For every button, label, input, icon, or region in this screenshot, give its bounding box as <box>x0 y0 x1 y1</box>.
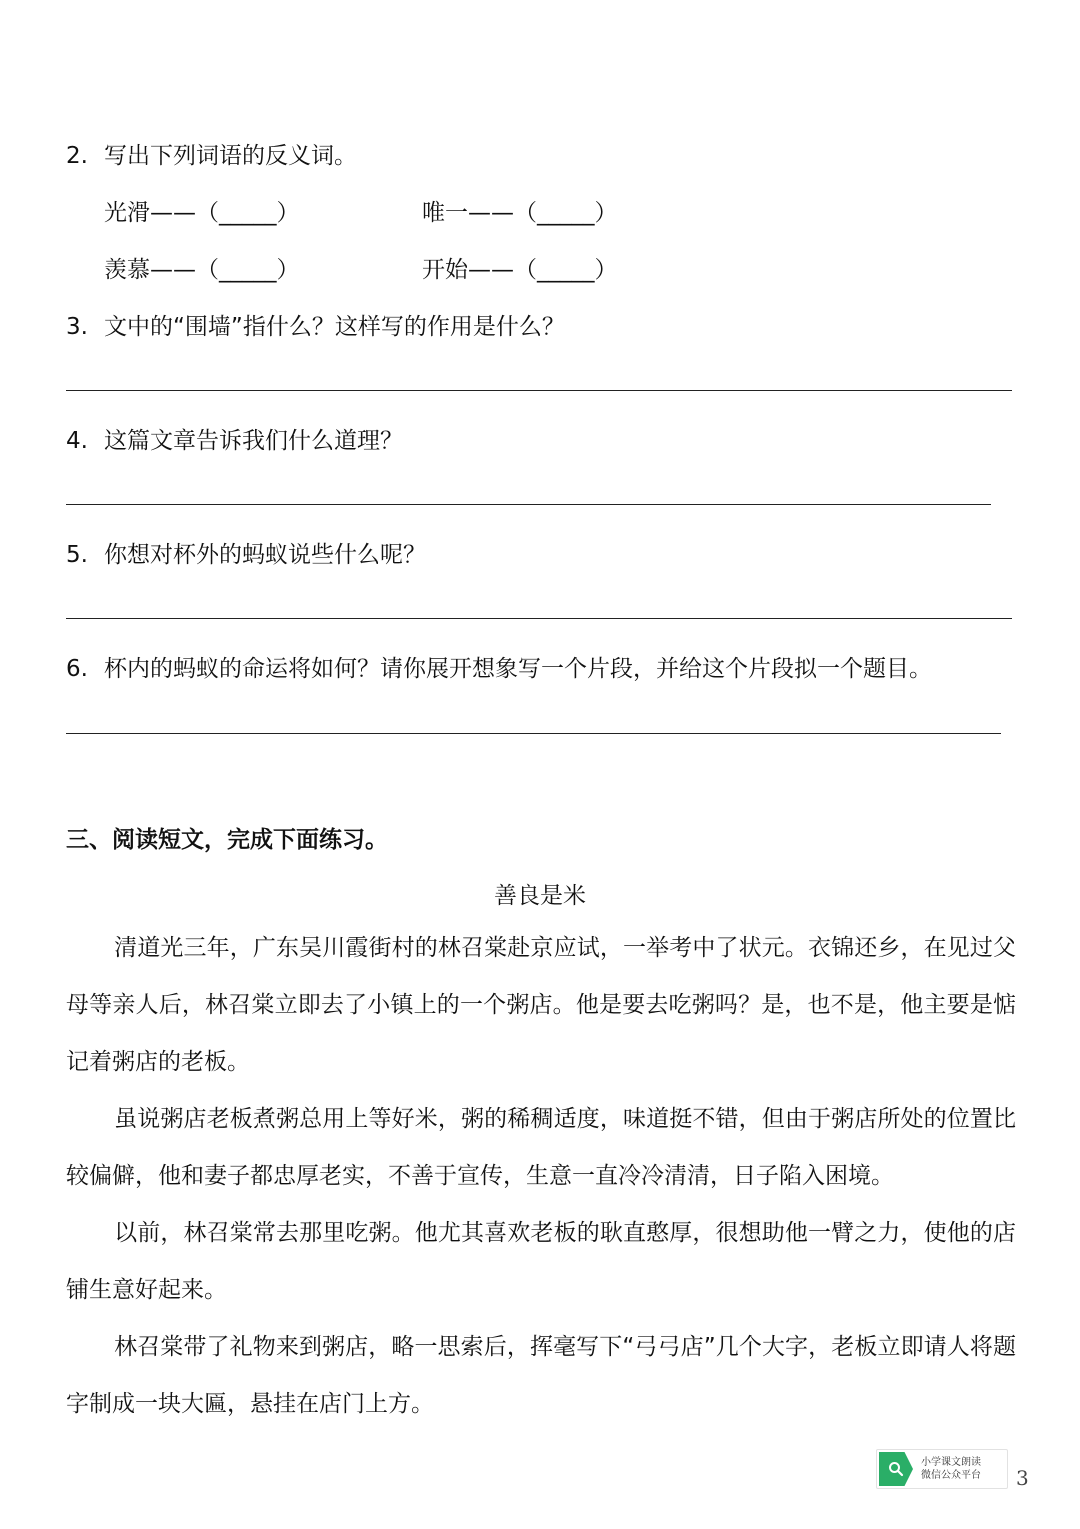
badge-line-2: 微信公众平台 <box>921 1470 981 1481</box>
question-5 <box>66 536 426 569</box>
question-6 <box>66 650 932 683</box>
antonym-item-2: 唯一——（_____） <box>422 200 618 226</box>
passage-paragraph-3: 以前，林召棠常去那里吃粥。他尤其喜欢老板的耿直憨厚，很想助他一臂之力，使他的店铺生意好起来。 <box>66 1220 1016 1303</box>
antonym-item-3: 羡慕——（_____） <box>104 257 300 283</box>
question-number: 2. <box>66 143 88 169</box>
passage-paragraph-4: 林召棠带了礼物来到粥店，略一思索后，挥毫写下“弓弓店”几个大字，老板立即请人将题字制成一块大匾，悬挂在店门上方。 <box>66 1334 1016 1417</box>
question-text: 这篇文章告诉我们什么道理？ <box>104 428 403 454</box>
passage-paragraph-2: 虽说粥店老板煮粥总用上等好米，粥的稀稠适度，味道挺不错，但由于粥店所处的位置比较偏僻，他和妻子都忠厚老实，不善于宣传，生意一直冷冷清清，日子陷入困境。 <box>66 1106 1016 1189</box>
question-3 <box>66 308 565 341</box>
question-number: 6. <box>66 656 88 682</box>
antonym-item-4: 开始——（_____） <box>422 257 618 283</box>
search-icon <box>879 1452 913 1486</box>
question-text: 你想对杯外的蚂蚁说些什么呢？ <box>104 542 426 568</box>
answer-line-q5[interactable] <box>66 618 1012 619</box>
question-number: 4. <box>66 428 88 454</box>
question-text: 写出下列词语的反义词。 <box>104 143 357 169</box>
passage-paragraph-1: 清道光三年，广东吴川霞街村的林召棠赴京应试，一举考中了状元。衣锦还乡，在见过父母等亲人后，林召棠立即去了小镇上的一个粥店。他是要去吃粥吗？是，也不是，他主要是惦记着粥店的老板。 <box>66 935 1016 1075</box>
wechat-badge[interactable] <box>876 1449 1008 1489</box>
badge-line-1: 小学课文朗读 <box>921 1457 981 1468</box>
question-text: 文中的“围墙”指什么？这样写的作用是什么？ <box>104 314 565 340</box>
question-text: 杯内的蚂蚁的命运将如何？请你展开想象写一个片段，并给这个片段拟一个题目。 <box>104 656 932 682</box>
passage-title: 善良是米 <box>494 883 586 909</box>
question-number: 3. <box>66 314 88 340</box>
question-4 <box>66 422 403 455</box>
antonym-item-1: 光滑——（_____） <box>104 200 300 226</box>
page-number: 3 <box>1016 1466 1029 1490</box>
answer-line-q4[interactable] <box>66 504 991 505</box>
section-heading: 三、阅读短文，完成下面练习。 <box>66 827 388 853</box>
answer-line-q3[interactable] <box>66 390 1012 391</box>
answer-line-q6[interactable] <box>66 733 1001 734</box>
question-2 <box>66 137 357 170</box>
question-number: 5. <box>66 542 88 568</box>
